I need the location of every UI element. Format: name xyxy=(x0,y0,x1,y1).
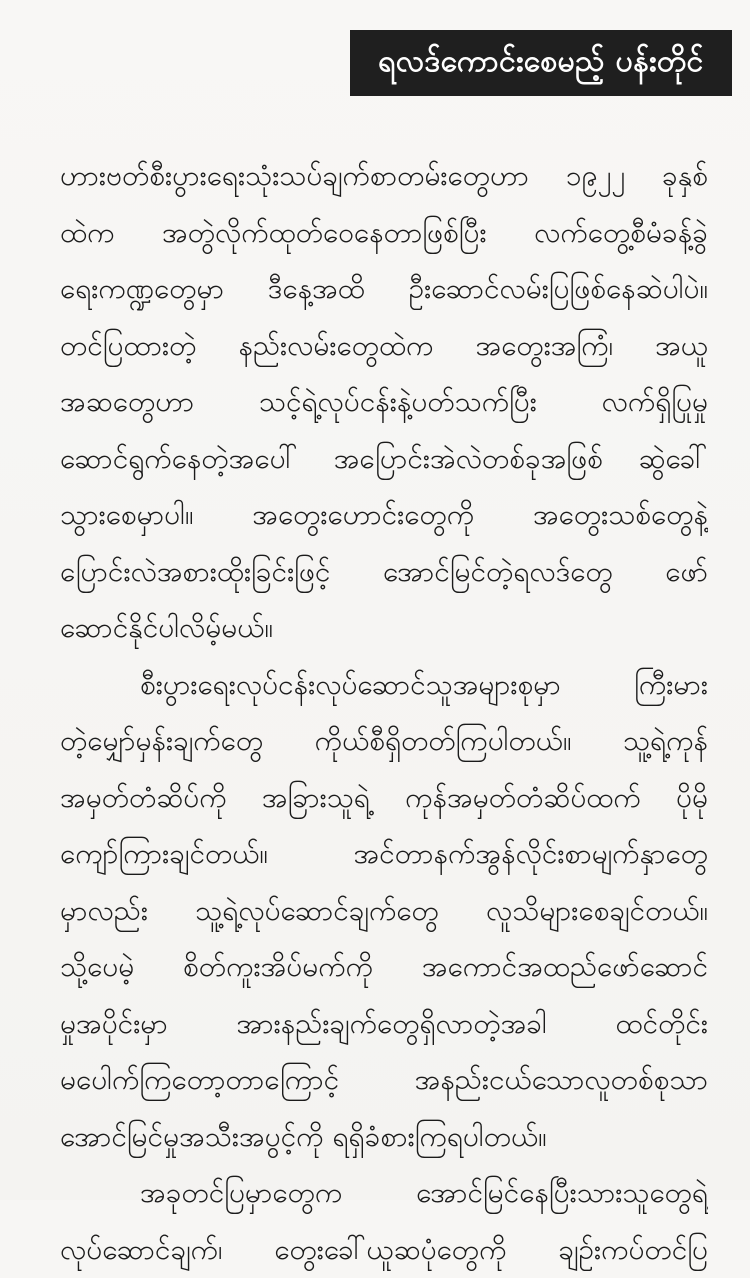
faint-running-header xyxy=(60,0,400,22)
paragraph-3-line: လုပ်ဆောင်ချက်၊ တွေးခေါ်ယူဆပုံတွေကို ချဉ်းကပ်တင်ပြ xyxy=(60,1222,708,1278)
paragraph-1-line: ပြောင်းလဲအစားထိုးခြင်းဖြင့် အောင်မြင်တဲ့ရလဒ်တွေ ဖော် xyxy=(60,544,708,601)
paragraph-2-line: တဲ့မျှော်မှန်းချက်တွေ ကိုယ်စီရှိတတ်ကြပါတယ်။ သူ့ရဲ့ကုန် xyxy=(60,713,708,770)
paragraph-2-line: မှုအပိုင်းမှာ အားနည်းချက်တွေရှိလာတဲ့အခါ ထင်တိုင်း xyxy=(60,996,708,1053)
paragraph-2-line: စီးပွားရေးလုပ်ငန်းလုပ်ဆောင်သူအများစုမှာ ကြီးမား xyxy=(60,657,708,714)
paragraph-1-line: ရေးကဏ္ဍတွေမှာ ဒီနေ့အထိ ဦးဆောင်လမ်းပြဖြစ်နေဆဲပါပဲ။ xyxy=(60,261,708,318)
paragraph-2-line: အောင်မြင်မှုအသီးအပွင့်ကို ရရှိခံစားကြရပါတယ်။ xyxy=(60,1109,708,1166)
body-text xyxy=(60,148,708,1278)
paragraph-2-line: မှာလည်း သူ့ရဲ့လုပ်ဆောင်ချက်တွေ လူသိများစေချင်တယ်။ xyxy=(60,883,708,940)
paragraph-2-line: မပေါက်ကြတော့တာကြောင့် အနည်းငယ်သောလူတစ်စုသာ xyxy=(60,1052,708,1109)
chapter-title-banner xyxy=(350,30,732,96)
paragraph-1-line: သွားစေမှာပါ။ အတွေးဟောင်းတွေကို အတွေးသစ်တွေနဲ့ xyxy=(60,487,708,544)
paragraph-2-line: သို့ပေမဲ့ စိတ်ကူးအိပ်မက်ကို အကောင်အထည်ဖော်ဆောင် xyxy=(60,939,708,996)
paragraph-1-line: ဟားဗတ်စီးပွားရေးသုံးသပ်ချက်စာတမ်းတွေဟာ ၁၉၂၂ ခုနှစ် xyxy=(60,148,708,205)
paragraph-2-line: ကျော်ကြားချင်တယ်။ အင်တာနက်အွန်လိုင်းစာမျက်နှာတွေ xyxy=(60,826,708,883)
chapter-title: ရလဒ်ကောင်းစေမည့် ပန်းတိုင် xyxy=(378,41,704,86)
paragraph-1-line: ထဲက အတွဲလိုက်ထုတ်ဝေနေတာဖြစ်ပြီး လက်တွေ့စီမံခန့်ခွဲ xyxy=(60,205,708,262)
paragraph-1-line: ဆောင်ရွက်နေတဲ့အပေါ် အပြောင်းအဲလဲတစ်ခုအဖြစ် ဆွဲခေါ် xyxy=(60,431,708,488)
paragraph-1-line: တင်ပြထားတဲ့ နည်းလမ်းတွေထဲက အတွေးအကြံ၊ အယူ xyxy=(60,318,708,375)
paragraph-1-line: ဆောင်နိုင်ပါလိမ့်မယ်။ xyxy=(60,600,708,657)
paragraph-3-line: အခုတင်ပြမှာတွေက အောင်မြင်နေပြီးသားသူတွေရဲ့ xyxy=(60,1165,708,1222)
paragraph-2-line: အမှတ်တံဆိပ်ကို အခြားသူရဲ့ ကုန်အမှတ်တံဆိပ်ထက် ပိုမို xyxy=(60,770,708,827)
paragraph-1-line: အဆတွေဟာ သင့်ရဲ့လုပ်ငန်းနဲ့ပတ်သက်ပြီး လက်ရှိပြုမှု xyxy=(60,374,708,431)
